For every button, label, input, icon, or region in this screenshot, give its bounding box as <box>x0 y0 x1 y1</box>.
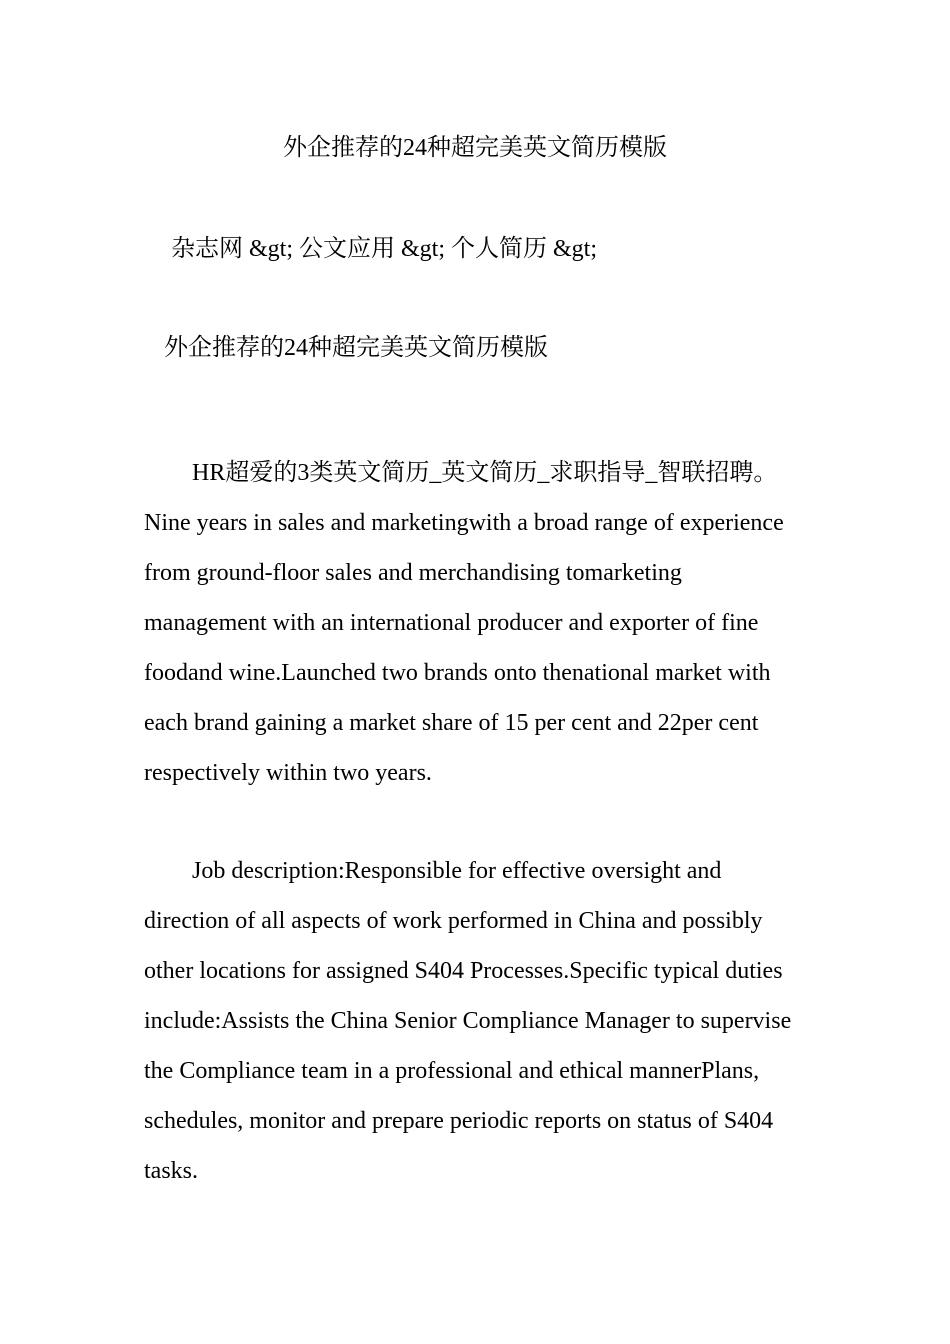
body-paragraph-2: Job description:Responsible for effective oversight and direction of all aspects of work performed in China and possibly other locations for assigned S404 Processes.Specific typical duties include:Assists the China Senior Compliance Manager to supervise the Compliance team in a professional and ethical mannerPlans, schedules, monitor and prepare periodic reports on status of S404 tasks. <box>144 858 792 1184</box>
document-subtitle: 外企推荐的24种超完美英文简历模版 <box>164 335 548 361</box>
document-title: 外企推荐的24种超完美英文简历模版 <box>283 135 667 161</box>
body-paragraph-1: HR超爱的3类英文简历_英文简历_求职指导_智联招聘。Nine years in sales and marketingwith a broad range of experience from ground-floor sales and merchandising tomarketing management with an international producer and exporter of fine foodand wine.Launched two brands onto thenational market with each brand gaining a market share of 15 per cent and 22per cent respectively within two years. <box>144 460 784 786</box>
breadcrumb: 杂志网 &gt; 公文应用 &gt; 个人简历 &gt; <box>171 236 598 262</box>
